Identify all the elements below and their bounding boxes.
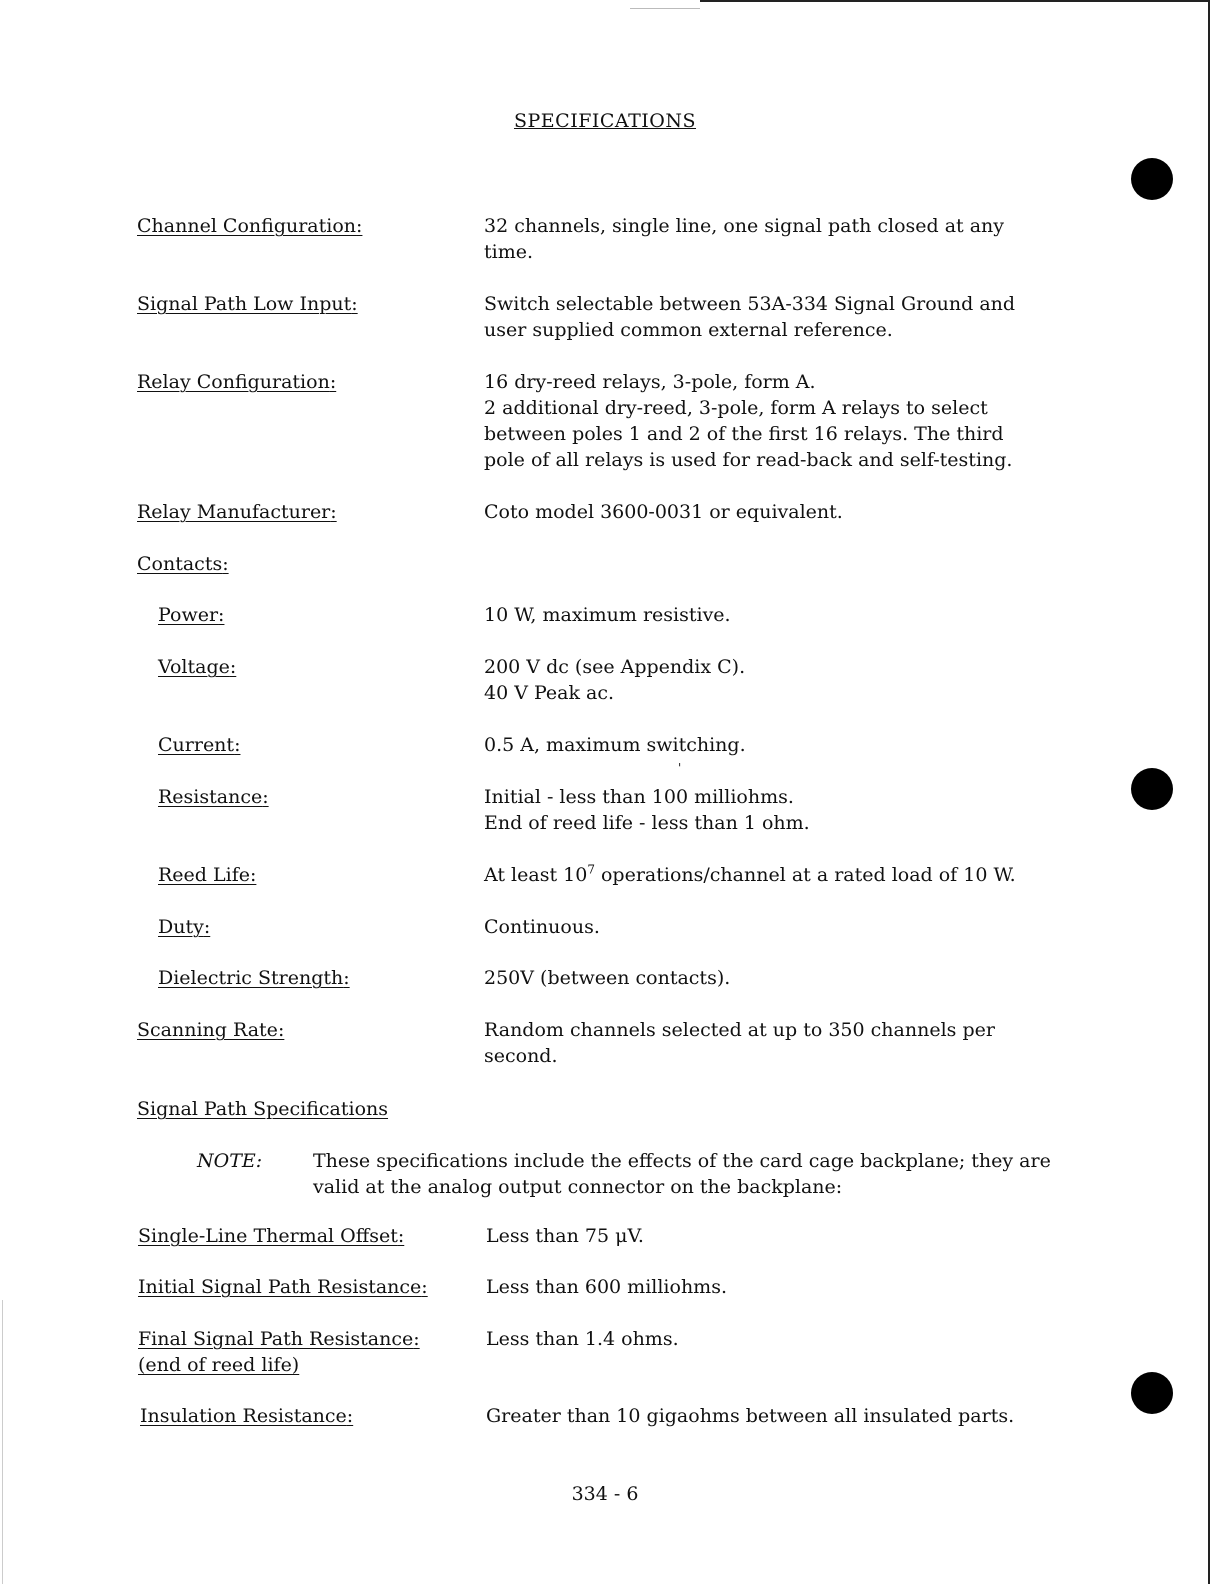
page-title: SPECIFICATIONS	[513, 110, 697, 132]
spec-label: Relay Manufacturer:	[137, 501, 337, 523]
spec-value	[484, 369, 1012, 473]
spec-value-line: between poles 1 and 2 of the first 16 relays. The third	[484, 423, 1004, 445]
contact-label: Power:	[158, 604, 225, 626]
signal-spec-label: Final Signal Path Resistance:	[138, 1328, 420, 1350]
contact-label: Voltage:	[158, 656, 237, 678]
spec-value: Switch selectable between 53A-334 Signal Ground and user supplied common external reference.	[484, 293, 1016, 341]
page-edge-top	[700, 0, 1210, 2]
spec-value-line: 16 dry-reed relays, 3-pole, form A.	[484, 371, 816, 393]
page-edge-right	[1208, 0, 1210, 1584]
contact-value	[484, 654, 745, 706]
contact-value-line: Initial - less than 100 milliohms.	[484, 786, 794, 808]
contact-label: Duty:	[158, 916, 211, 938]
contact-label: Reed Life:	[158, 864, 257, 886]
contact-value	[484, 784, 810, 836]
note-text: These specifications include the effects of the card cage backplane; they are valid at the analog output connector on the backplane:	[313, 1150, 1051, 1198]
signal-spec-label: Initial Signal Path Resistance:	[138, 1276, 428, 1298]
contact-value: 250V (between contacts).	[484, 967, 731, 989]
contact-value: 10 W, maximum resistive.	[484, 604, 731, 626]
signal-spec-value: Greater than 10 gigaohms between all insulated parts.	[486, 1405, 1015, 1427]
superscript: 7	[587, 862, 595, 877]
contact-value: 0.5 A, maximum switching.	[484, 734, 746, 756]
spec-value-line: 2 additional dry-reed, 3-pole, form A relays to select	[484, 397, 988, 419]
contact-label: Resistance:	[158, 786, 269, 808]
spec-value: 32 channels, single line, one signal path closed at any time.	[484, 215, 1005, 263]
signal-spec-label-sub: (end of reed life)	[138, 1354, 300, 1376]
section-heading: Signal Path Specifications	[137, 1098, 389, 1120]
punch-hole	[1131, 158, 1173, 200]
contact-value-line: 200 V dc (see Appendix C).	[484, 656, 746, 678]
contacts-heading: Contacts:	[137, 553, 229, 575]
spec-label: Channel Configuration:	[137, 215, 363, 237]
signal-spec-label: Insulation Resistance:	[140, 1405, 354, 1427]
punch-hole	[1131, 1372, 1173, 1414]
contact-value: Continuous.	[484, 916, 600, 938]
contact-label: Current:	[158, 734, 241, 756]
contact-value: At least $10^7$ operations/channel at a rated load of 10 W.	[484, 862, 1016, 886]
page-number: 334 - 6	[571, 1483, 639, 1505]
contact-value-line: End of reed life - less than 1 ohm.	[484, 812, 810, 834]
spec-label: Relay Configuration:	[137, 371, 337, 393]
spec-label: Scanning Rate:	[137, 1019, 285, 1041]
spec-value: Random channels selected at up to 350 channels per second.	[484, 1019, 995, 1067]
page-edge-left	[2, 1300, 3, 1584]
spec-value: Coto model 3600-0031 or equivalent.	[484, 501, 843, 523]
spec-label: Signal Path Low Input:	[137, 293, 358, 315]
page-edge-top-faint	[630, 8, 700, 9]
stray-mark: '	[678, 761, 682, 775]
signal-spec-label: Single-Line Thermal Offset:	[138, 1225, 405, 1247]
spec-value-line: pole of all relays is used for read-back and self-testing.	[484, 449, 1013, 471]
signal-spec-value: Less than 1.4 ohms.	[486, 1328, 679, 1350]
note-label: NOTE:	[197, 1150, 263, 1172]
signal-spec-value: Less than 75 μV.	[486, 1225, 644, 1247]
contact-value-line: 40 V Peak ac.	[484, 682, 615, 704]
signal-spec-value: Less than 600 milliohms.	[486, 1276, 727, 1298]
punch-hole	[1131, 768, 1173, 810]
contact-label: Dielectric Strength:	[158, 967, 350, 989]
